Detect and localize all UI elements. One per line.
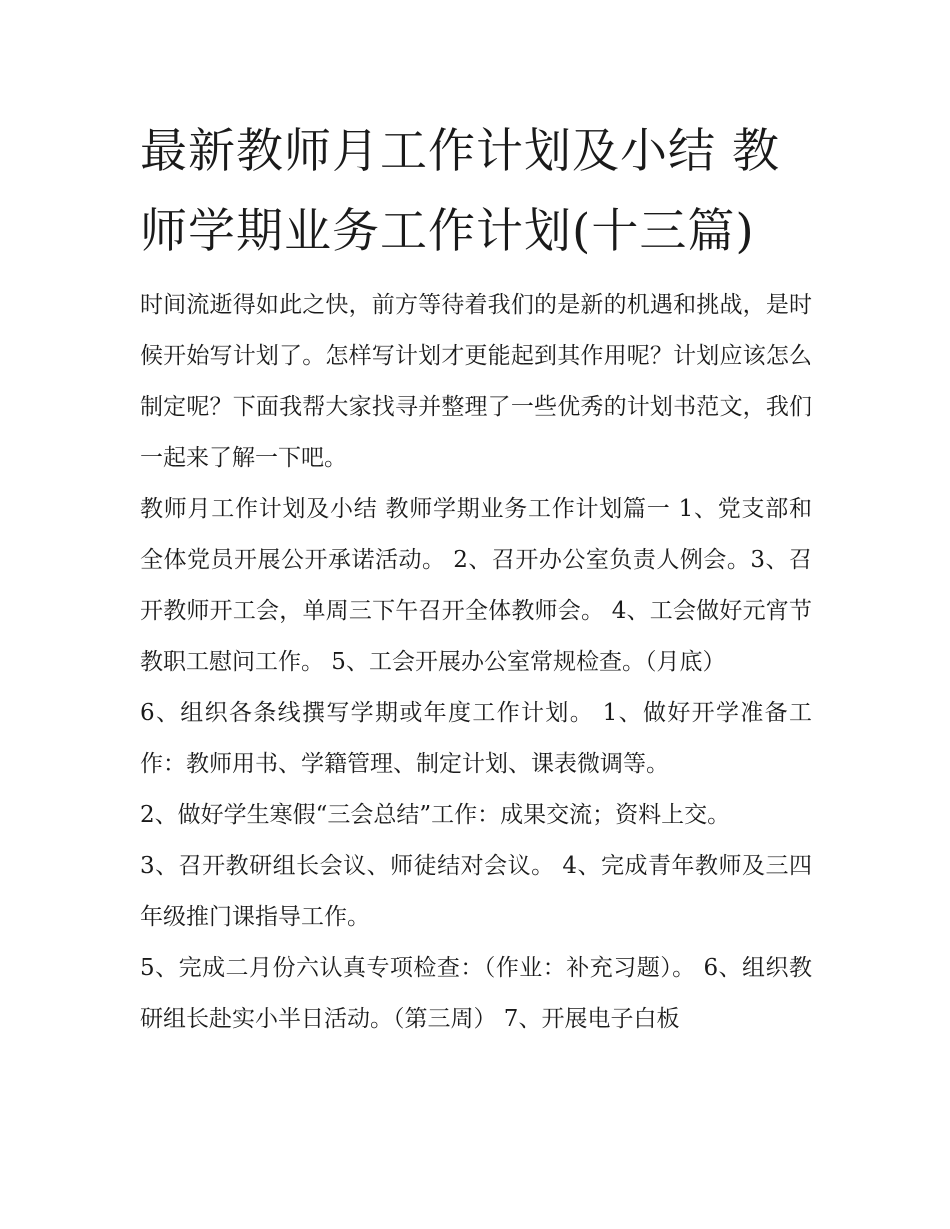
body-paragraph: 5、完成二月份六认真专项检查：（作业：补充习题）。 6、组织教研组长赴实小半日活动。（第三周） 7、开展电子白板 (140, 955, 812, 1032)
document-body (140, 112, 812, 1045)
intro-paragraph: 时间流逝得如此之快，前方等待着我们的是新的机遇和挑战，是时候开始写计划了。怎样写计划才更能起到其作用呢？计划应该怎么制定呢？下面我帮大家找寻并整理了一些优秀的计划书范文，我们一起来了解一下吧。 (140, 292, 812, 471)
body-paragraph: 2、做好学生寒假“三会总结”工作：成果交流；资料上交。 (140, 802, 731, 828)
body-paragraph: 6、组织各条线撰写学期或年度工作计划。 1、做好开学准备工作：教师用书、学籍管理、制定计划、课表微调等。 (140, 700, 812, 777)
document-title: 最新教师月工作计划及小结 教师学期业务工作计划(十三篇) (140, 124, 780, 259)
body-paragraph: 教师月工作计划及小结 教师学期业务工作计划篇一 1、党支部和全体党员开展公开承诺活动。 2、召开办公室负责人例会。3、召开教师开工会，单周三下午召开全体教师会。 4、工会做好元宵节教职工慰问工作。 5、工会开展办公室常规检查。（月底） (140, 496, 812, 675)
body-paragraph: 3、召开教研组长会议、师徒结对会议。 4、完成青年教师及三四年级推门课指导工作。 (140, 853, 812, 930)
